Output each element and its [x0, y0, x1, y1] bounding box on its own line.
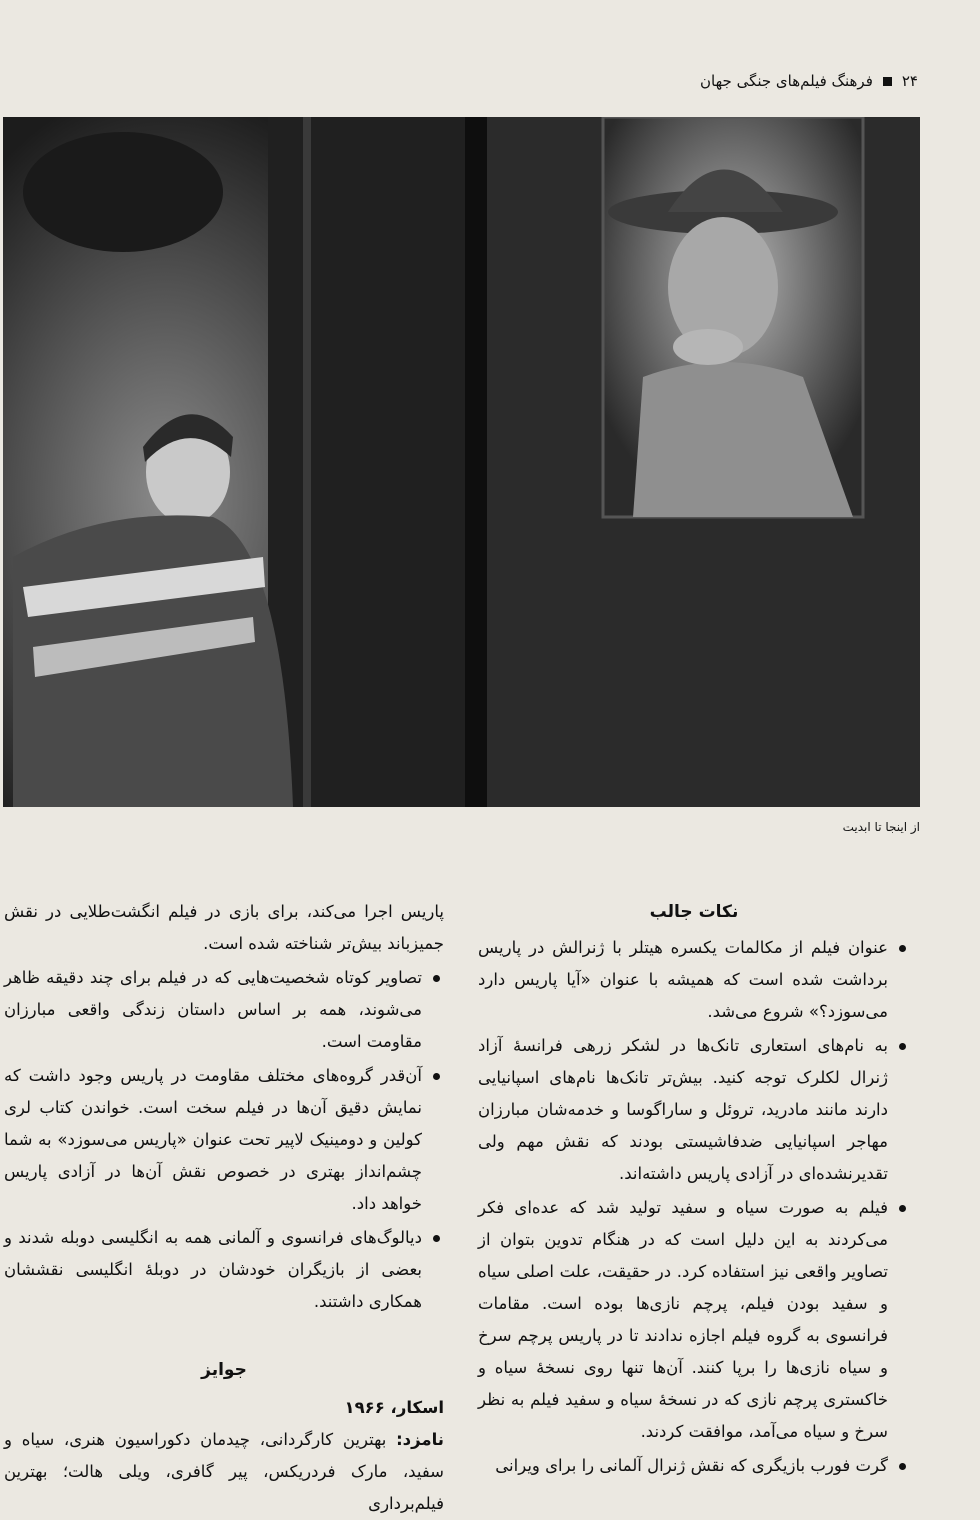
- list-item: آن‌قدر گروه‌های مختلف مقاومت در پاریس وجود داشت که نمایش دقیق آن‌ها در فیلم سخت است. خواندن کتاب لری کولین و دومینیک لاپیر تحت عنوان «پاریس می‌سوزد» به شما چشم‌انداز بهتری در خصوص نقش آن‌ها در آزادی پاریس خواهد داد.: [4, 1060, 444, 1220]
- oscar-label: اسکار، ۱۹۶۶: [344, 1398, 444, 1417]
- notes-list: [478, 932, 910, 1482]
- oscar-line: [4, 1392, 444, 1424]
- nominee-text: بهترین کارگردانی، چیدمان دکوراسیون هنری، سیاه و سفید، مارک فردریکس، پیر گافری، ویلی هالت؛ بهترین فیلم‌برداری: [4, 1430, 444, 1513]
- film-still-illustration: [3, 117, 920, 807]
- notes-column: [478, 896, 910, 1484]
- page-number: ۲۴: [901, 72, 918, 90]
- header-square-icon: [883, 77, 892, 86]
- book-title: فرهنگ فیلم‌های جنگی جهان: [700, 72, 873, 90]
- list-item: گرت فورب بازیگری که نقش ژنرال آلمانی را برای ویرانی: [478, 1450, 910, 1482]
- nominee-label: نامزد:: [396, 1430, 444, 1449]
- awards-title: جوایز: [201, 1360, 247, 1380]
- page-header: [700, 72, 918, 90]
- list-item: تصاویر کوتاه شخصیت‌هایی که در فیلم برای چند دقیقه ظاهر می‌شوند، همه بر اساس داستان زندگی واقعی مبارزان مقاومت است.: [4, 962, 444, 1058]
- nominee-line: [4, 1424, 444, 1520]
- list-item: عنوان فیلم از مکالمات یکسره هیتلر با ژنرالش در پاریس برداشت شده است که همیشه با عنوان «آیا پاریس دارد می‌سوزد؟» شروع می‌شد.: [478, 932, 910, 1028]
- film-still-photo: [3, 117, 920, 807]
- list-item: فیلم به صورت سیاه و سفید تولید شد که عده‌ای فکر می‌کردند به این دلیل است که در هنگام تدوین بتوان از تصاویر واقعی نیز استفاده کرد. در حقیقت، علت اصلی سیاه و سفید بودن فیلم، پرچم نازی‌ها بوده است. مقامات فرانسوی به گروه فیلم اجازه ندادند تا در پاریس پرچم سرخ و سیاه نازی‌ها را برپا کنند. آن‌ها تنها روی نسخهٔ سیاه و خاکستری پرچم نازی که در نسخهٔ سیاه و سفید فیلم به نظر سرخ و سیاه می‌آمد، موافقت کردند.: [478, 1192, 910, 1448]
- continuation-paragraph: پاریس اجرا می‌کند، برای بازی در فیلم انگشت‌طلایی در نقش جمیزباند بیش‌تر شناخته شده است.: [4, 902, 444, 953]
- left-notes-list: [4, 962, 444, 1318]
- list-item: به نام‌های استعاری تانک‌ها در لشکر زرهی فرانسهٔ آزاد ژنرال لکلرک توجه کنید. بیش‌تر تانک‌ها نام‌های اسپانیایی دارند مانند مادرید، تروئل و ساراگوسا و خدمه‌شان مبارزان مهاجر اسپانیایی ضدفاشیستی بودند که نقش مهم ولی تقدیرنشده‌ای در آزادی پاریس داشته‌اند.: [478, 1030, 910, 1190]
- left-column: [4, 896, 444, 1520]
- photo-caption: از اینجا تا ابدیت: [842, 820, 920, 834]
- notes-title: نکات جالب: [649, 902, 739, 922]
- list-item: دیالوگ‌های فرانسوی و آلمانی همه به انگلیسی دوبله شدند و بعضی از بازیگران خودشان در دوبلهٔ انگلیسی نقششان همکاری داشتند.: [4, 1222, 444, 1318]
